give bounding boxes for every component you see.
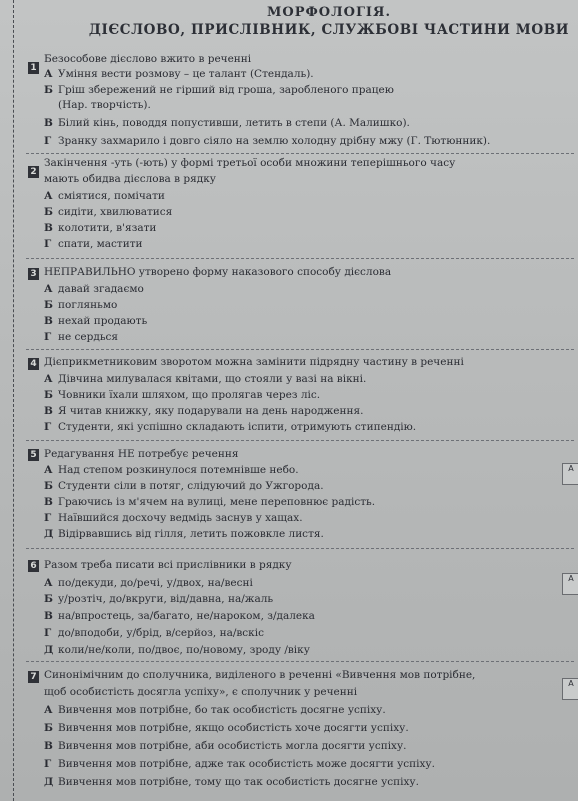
q1-option-v[interactable]: В Білий кінь, поводдя попустивши, летить в степи (А. Малишко). — [44, 117, 410, 129]
q6-option-a[interactable]: А по/декуди, до/речі, у/двох, на/весні — [44, 577, 253, 589]
question-number-6: 6 — [28, 560, 39, 572]
q2-option-a[interactable]: А сміятися, помічати — [44, 190, 165, 202]
q5-option-v[interactable]: В Граючись із м'ячем на вулиці, мене переповнює радість. — [44, 496, 376, 508]
q6-option-b[interactable]: Б у/розтіч, до/вкруги, від/давна, на/жаль — [44, 593, 274, 605]
divider — [26, 258, 574, 259]
q1-option-b-cont: (Нар. творчість). — [58, 99, 151, 111]
question-4-text: Дієприкметниковим зворотом можна замінити підрядну частину в реченні — [44, 356, 464, 368]
divider — [26, 349, 574, 350]
divider — [26, 661, 574, 662]
q2-option-b[interactable]: Б сидіти, хвилюватися — [44, 206, 173, 218]
q6-option-g[interactable]: Г до/вподоби, у/брід, в/серйоз, на/вскіс — [44, 627, 264, 639]
question-1-text: Безособове дієслово вжито в реченні — [44, 53, 252, 65]
q6-option-d[interactable]: Д коли/не/коли, по/двоє, по/новому, зроду /віку — [44, 644, 310, 656]
question-number-3: 3 — [28, 268, 39, 280]
q4-option-g[interactable]: Г Студенти, які успішно складають іспити, отримують стипендію. — [44, 421, 417, 433]
q7-option-v[interactable]: В Вивчення мов потрібне, аби особистість могла досягти успіху. — [44, 740, 407, 752]
q5-option-d[interactable]: Д Відірвавшись від гілля, летить пожовкле листя. — [44, 528, 324, 540]
q7-option-d[interactable]: Д Вивчення мов потрібне, тому що так особистість досягне успіху. — [44, 776, 419, 788]
q4-option-b[interactable]: Б Човники їхали шляхом, що пролягав через ліс. — [44, 389, 321, 401]
cut-line — [13, 0, 14, 801]
question-number-7: 7 — [28, 671, 39, 683]
question-2-text: Закінчення -уть (-ють) у формі третьої особи множини теперішнього часу — [44, 157, 456, 169]
question-5-text: Редагування НЕ потребує речення — [44, 448, 239, 460]
q1-option-g[interactable]: Г Зранку захмарило і довго сіяло на землю холодну дрібну мжу (Г. Тютюнник). — [44, 135, 491, 147]
question-number-2: 2 — [28, 166, 39, 178]
answer-box[interactable]: А — [562, 678, 578, 700]
q1-option-a[interactable]: А Уміння вести розмову – це талант (Стендаль). — [44, 68, 314, 80]
question-7-text-cont: щоб особистість досягла успіху», є сполучник у реченні — [44, 686, 358, 698]
question-3-text: НЕПРАВИЛЬНО утворено форму наказового способу дієслова — [44, 266, 392, 278]
question-2-text-cont: мають обидва дієслова в рядку — [44, 173, 216, 185]
question-number-1: 1 — [28, 62, 39, 74]
q4-option-a[interactable]: А Дівчина милувалася квітами, що стояли у вазі на вікні. — [44, 373, 367, 385]
page-subtitle: ДІЄСЛОВО, ПРИСЛІВНИК, СЛУЖБОВІ ЧАСТИНИ МОВИ — [88, 22, 570, 38]
question-number-5: 5 — [28, 449, 39, 461]
q7-option-a[interactable]: А Вивчення мов потрібне, бо так особистість досягне успіху. — [44, 704, 386, 716]
q5-option-a[interactable]: А Над степом розкинулося потемнівше небо. — [44, 464, 299, 476]
answer-box[interactable]: А — [562, 573, 578, 595]
divider — [26, 440, 574, 441]
q1-option-b[interactable]: Б Гріш збережений не гірший від гроша, заробленого працею — [44, 84, 394, 96]
q3-option-b[interactable]: Б погляньмо — [44, 299, 118, 311]
q7-option-g[interactable]: Г Вивчення мов потрібне, адже так особистість може досягти успіху. — [44, 758, 435, 770]
q6-option-v[interactable]: В на/впростець, за/багато, не/нароком, з/далека — [44, 610, 315, 622]
q3-option-v[interactable]: В нехай продають — [44, 315, 148, 327]
q4-option-v[interactable]: В Я читав книжку, яку подарували на день народження. — [44, 405, 364, 417]
q5-option-b[interactable]: Б Студенти сіли в потяг, слідуючий до Ужгорода. — [44, 480, 324, 492]
q2-option-v[interactable]: В колотити, в'язати — [44, 222, 157, 234]
q3-option-a[interactable]: А давай згадаємо — [44, 283, 144, 295]
question-number-4: 4 — [28, 358, 39, 370]
q2-option-g[interactable]: Г спати, мастити — [44, 238, 143, 250]
divider — [26, 153, 574, 154]
q7-option-b[interactable]: Б Вивчення мов потрібне, якщо особистість хоче досягти успіху. — [44, 722, 409, 734]
q3-option-g[interactable]: Г не сердься — [44, 331, 119, 343]
divider — [26, 548, 574, 549]
question-7-text: Синонімічним до сполучника, виділеного в реченні «Вивчення мов потрібне, — [44, 669, 476, 681]
q5-option-g[interactable]: Г Наївшийся досхочу ведмідь заснув у хащах. — [44, 512, 303, 524]
answer-box[interactable]: А — [562, 463, 578, 485]
question-6-text: Разом треба писати всі прислівники в рядку — [44, 559, 292, 571]
page-title: МОРФОЛОГІЯ. — [266, 5, 391, 20]
